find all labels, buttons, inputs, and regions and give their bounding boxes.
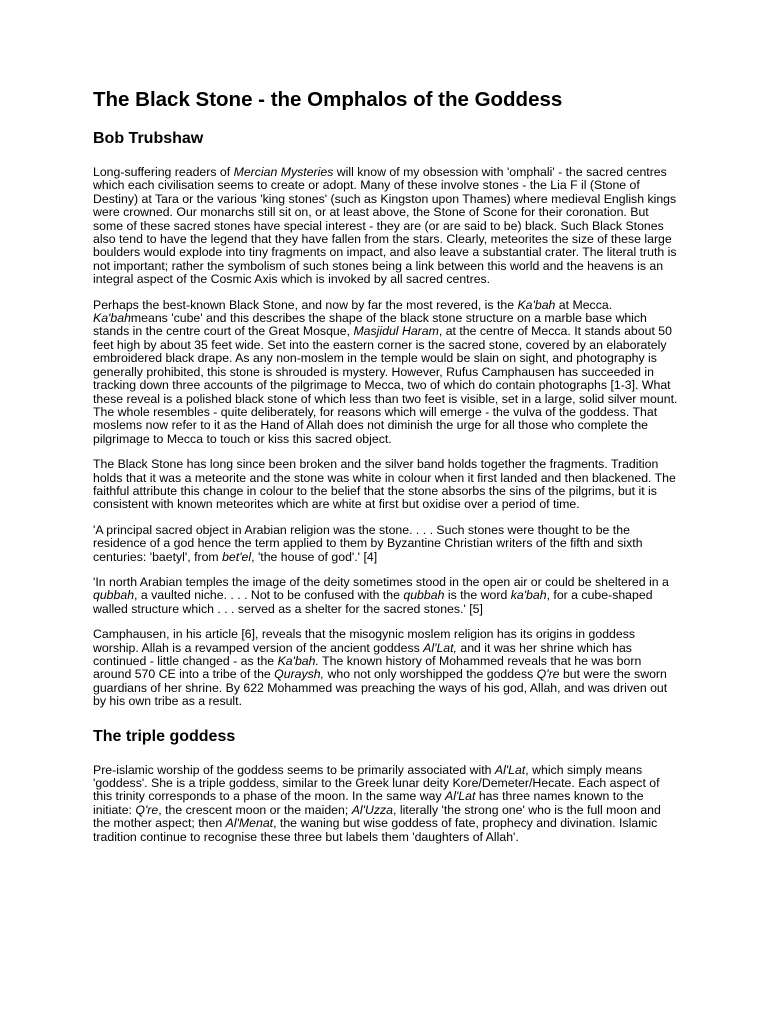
italic-text-segment: Q're: [135, 802, 159, 817]
text-segment: , 'the house of god'.' [4]: [251, 549, 378, 564]
page-title: The Black Stone - the Omphalos of the Goddess: [93, 88, 563, 111]
text-segment: , the waning but wise goddess of fate, prophecy and divination. Islamic tradition continue to recognise these three but labels them 'daughters of Allah'.: [93, 816, 658, 844]
italic-text-segment: Al'Lat,: [423, 640, 457, 655]
text-segment: who not only worshipped the goddess: [324, 667, 537, 682]
text-segment: , the crescent moon or the maiden;: [158, 802, 352, 817]
text-segment: The known history of Mohammed reveals that he was born around 570 CE into a tribe of the: [93, 654, 642, 682]
italic-text-segment: ka'bah: [510, 588, 547, 603]
paragraph-broken-stone: [93, 458, 678, 512]
text-segment: 'A principal sacred object in Arabian religion was the stone. . . . Such stones were thought to be the residence of a god hence the term applied to them by Byzantine Christian writers of the fifth and sixth centuries: 'baetyl', from: [93, 522, 643, 564]
italic-text-segment: qubbah: [93, 588, 135, 603]
text-segment: , literally 'the strong one' who is the full moon and the mother aspect; then: [93, 802, 661, 831]
italic-text-segment: qubbah: [403, 588, 445, 603]
text-segment: , a vaulted niche. . . . Not to be confused with the: [134, 588, 404, 603]
italic-text-segment: Masjidul Haram: [353, 324, 439, 339]
body-text: [93, 166, 678, 709]
section-body-text: [93, 764, 678, 844]
italic-text-segment: Q're: [536, 667, 560, 682]
quote-north-arabian-temples: [93, 576, 678, 616]
text-segment: , for a cube-shaped walled structure which . . . served as a shelter for the sacred stones.' [5]: [93, 588, 653, 616]
italic-text-segment: Al'Uzza: [351, 802, 393, 817]
paragraph-pre-islamic: [93, 764, 678, 844]
text-segment: has three names known to the initiate:: [93, 789, 644, 817]
italic-text-segment: Quraysh,: [274, 667, 325, 682]
text-segment: Pre-islamic worship of the goddess seems to be primarily associated with: [93, 762, 495, 777]
italic-text-segment: Al'Lat: [445, 789, 476, 804]
text-segment: 'In north Arabian temples the image of the deity sometimes stood in the open air or could be sheltered in a: [93, 574, 669, 589]
author-name: Bob Trubshaw: [93, 130, 204, 147]
italic-text-segment: Ka'bah.: [277, 654, 319, 668]
text-segment: Perhaps the best-known Black Stone, and now by far the most revered, is the: [93, 297, 518, 312]
quote-sacred-object: [93, 524, 678, 564]
text-segment: at Mecca.: [555, 297, 613, 312]
italic-text-segment: Ka'bah: [517, 297, 556, 312]
section-heading: The triple goddess: [93, 727, 236, 745]
text-segment: The Black Stone has long since been broken and the silver band holds together the fragments. Tradition holds that it was a meteorite and the stone was white in colour when it first landed and then blackened. The faithful attribute this change in colour to the belief that the stone absorbs the sins of the pilgrims, but it is consistent with known meteorites which are white at first but oxidise over a period of time.: [93, 457, 676, 512]
text-segment: is the word: [444, 588, 511, 603]
text-segment: and it was her shrine which has continued - little changed - as the: [93, 640, 632, 668]
italic-text-segment: Mercian Mysteries: [233, 165, 334, 179]
text-segment: but were the sworn guardians of her shrine. By 622 Mohammed was preaching the ways of his god, Allah, and was driven out by his own tribe as a result.: [93, 667, 668, 709]
text-segment: will know of my obsession with 'omphali' - the sacred centres which each civilisation seems to create or adopt. Many of these involve stones - the Lia F il (Stone of Destiny) at Tara or the various 'king stones' (such as Kingston upon Thames) where medieval English kings were crowned. Our monarchs still sit on, or at least above, the Stone of Scone for their coronation. But some of these sacred stones have special interest - they are (or are said to be) black. Such Black Stones also tend to have the legend that they have fallen from the stars. Clearly, meteorites the size of these large boulders would explode into tiny fragments on impact, and also leave a substantial crater. The literal truth is not important; rather the symbolism of such stones being a link between this world and the heavens is an integral aspect of the Cosmic Axis which is invoked by all sacred centres.: [93, 165, 677, 287]
italic-text-segment: Al'Menat: [225, 816, 274, 831]
text-segment: Camphausen, in his article [6], reveals that the misogynic moslem religion has its origins in goddess worship. Allah is a revamped version of the ancient goddess: [93, 627, 636, 655]
italic-text-segment: Al'Lat: [494, 762, 526, 777]
text-segment: means 'cube' and this describes the shape of the black stone structure on a marble base which stands in the centre court of the Great Mosque,: [93, 311, 647, 339]
paragraph-omphali: [93, 166, 678, 287]
italic-text-segment: Ka'bah: [93, 311, 131, 326]
italic-text-segment: bet'el: [222, 549, 252, 564]
paragraph-camphausen: [93, 628, 678, 708]
text-segment: , at the centre of Mecca. It stands about 50 feet high by about 35 feet wide. Set into the eastern corner is the sacred stone, covered by an elaborately embroidered black drape. As any non-moslem in the temple would be slain on sight, and photography is generally prohibited, this stone is shrouded is mystery. However, Rufus Camphausen has succeeded in tracking down three accounts of the pilgrimage to Mecca, two of which do contain photographs [1-3]. What these reveal is a polished black stone of which less than two feet is visible, set in a large, solid silver mount. The whole resembles - quite deliberately, for reasons which will emerge - the vulva of the goddess. That moslems now refer to it as the Hand of Allah does not diminish the urge for all those who complete the pilgrimage to Mecca to touch or kiss this sacred object.: [93, 324, 678, 446]
text-segment: , which simply means 'goddess'. She is a triple goddess, similar to the Greek lunar deity Kore/Demeter/Hecate. Each aspect of this trinity corresponds to a phase of the moon. In the same way: [93, 762, 660, 804]
paragraph-kabah: [93, 299, 678, 446]
text-segment: Long-suffering readers of: [93, 165, 234, 179]
